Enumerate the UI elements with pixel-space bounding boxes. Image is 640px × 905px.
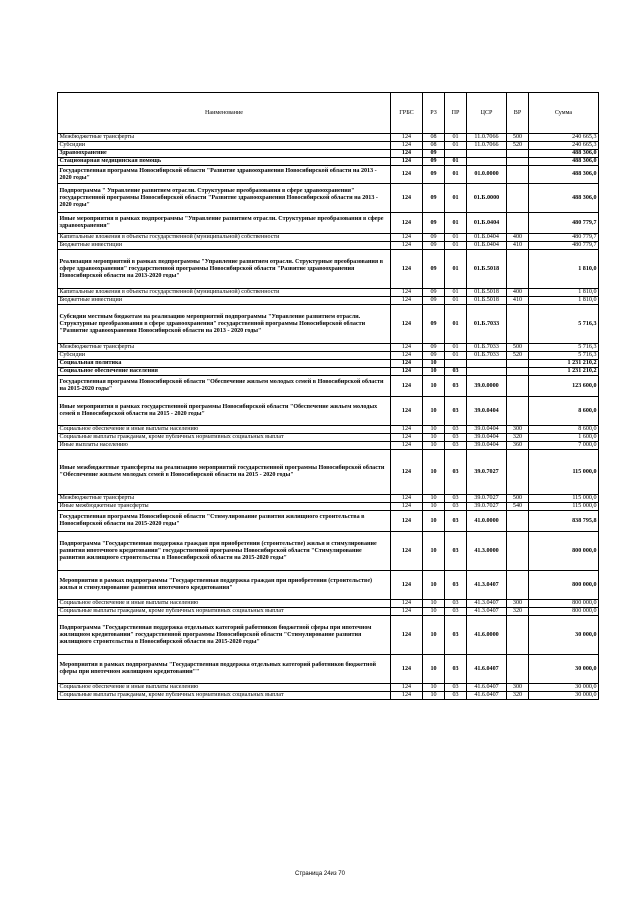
- cell-vr: [507, 571, 529, 600]
- cell-pr: 03: [445, 442, 467, 450]
- cell-sum: 1 810,0: [529, 297, 599, 305]
- cell-rz: 09: [423, 184, 445, 213]
- table-row: [58, 305, 599, 344]
- table-row: [58, 495, 599, 503]
- cell-vr: [507, 397, 529, 426]
- cell-name: Здравоохранение: [58, 150, 391, 158]
- cell-sum: 800 000,0: [529, 532, 599, 571]
- cell-vr: 320: [507, 434, 529, 442]
- cell-pr: 01: [445, 184, 467, 213]
- cell-grbs: 124: [391, 234, 423, 242]
- cell-vr: [507, 158, 529, 166]
- cell-rz: 10: [423, 655, 445, 684]
- cell-pr: 03: [445, 692, 467, 700]
- cell-csr: 01.Б.7033: [467, 344, 507, 352]
- cell-csr: 39.0.0404: [467, 442, 507, 450]
- cell-pr: 01: [445, 234, 467, 242]
- cell-pr: 01: [445, 213, 467, 234]
- cell-csr: 01.Б.5018: [467, 297, 507, 305]
- cell-pr: 01: [445, 344, 467, 352]
- table-row: [58, 684, 599, 692]
- cell-sum: 800 000,0: [529, 608, 599, 616]
- cell-grbs: 124: [391, 608, 423, 616]
- cell-vr: 500: [507, 134, 529, 142]
- cell-pr: 01: [445, 158, 467, 166]
- cell-sum: 488 306,0: [529, 184, 599, 213]
- table-row: [58, 250, 599, 289]
- cell-pr: 03: [445, 655, 467, 684]
- cell-grbs: 124: [391, 250, 423, 289]
- cell-grbs: 124: [391, 376, 423, 397]
- cell-csr: 01.0.0000: [467, 166, 507, 184]
- header-name: Наименование: [58, 93, 391, 134]
- cell-csr: 41.3.0407: [467, 571, 507, 600]
- cell-vr: 410: [507, 297, 529, 305]
- cell-grbs: 124: [391, 532, 423, 571]
- table-row: [58, 142, 599, 150]
- cell-csr: 11.0.7066: [467, 134, 507, 142]
- cell-pr: 03: [445, 426, 467, 434]
- cell-vr: 300: [507, 426, 529, 434]
- cell-rz: 10: [423, 495, 445, 503]
- cell-rz: 08: [423, 134, 445, 142]
- header-rz: РЗ: [423, 93, 445, 134]
- cell-grbs: 124: [391, 360, 423, 368]
- cell-grbs: 124: [391, 655, 423, 684]
- table-header-row: [58, 93, 599, 134]
- cell-grbs: 124: [391, 213, 423, 234]
- cell-vr: 500: [507, 495, 529, 503]
- table-row: [58, 511, 599, 532]
- cell-grbs: 124: [391, 397, 423, 426]
- cell-grbs: 124: [391, 426, 423, 434]
- table-row: [58, 158, 599, 166]
- cell-grbs: 124: [391, 571, 423, 600]
- cell-csr: 41.6.0000: [467, 616, 507, 655]
- header-sum: Сумма: [529, 93, 599, 134]
- cell-sum: 240 665,3: [529, 142, 599, 150]
- table-row: [58, 434, 599, 442]
- cell-vr: [507, 368, 529, 376]
- cell-rz: 10: [423, 442, 445, 450]
- cell-vr: 320: [507, 608, 529, 616]
- cell-rz: 09: [423, 158, 445, 166]
- cell-pr: 01: [445, 242, 467, 250]
- cell-csr: 39.0.7027: [467, 503, 507, 511]
- cell-csr: 41.6.0407: [467, 684, 507, 692]
- cell-vr: 300: [507, 600, 529, 608]
- cell-sum: 30 000,0: [529, 655, 599, 684]
- cell-sum: 5 716,3: [529, 344, 599, 352]
- cell-grbs: 124: [391, 150, 423, 158]
- cell-vr: 360: [507, 442, 529, 450]
- cell-rz: 09: [423, 213, 445, 234]
- cell-vr: 300: [507, 684, 529, 692]
- table-row: [58, 134, 599, 142]
- cell-rz: 10: [423, 450, 445, 495]
- cell-grbs: 124: [391, 158, 423, 166]
- cell-pr: 03: [445, 600, 467, 608]
- cell-name: Капитальные вложения в объекты государственной (муниципальной) собственности: [58, 289, 391, 297]
- cell-csr: 39.0.0000: [467, 376, 507, 397]
- cell-grbs: 124: [391, 692, 423, 700]
- cell-grbs: 124: [391, 495, 423, 503]
- cell-grbs: 124: [391, 450, 423, 495]
- cell-vr: [507, 166, 529, 184]
- cell-rz: 10: [423, 608, 445, 616]
- cell-csr: 41.3.0407: [467, 608, 507, 616]
- table-row: [58, 608, 599, 616]
- cell-csr: 01.Б.0404: [467, 234, 507, 242]
- cell-vr: [507, 150, 529, 158]
- cell-rz: 09: [423, 250, 445, 289]
- cell-name: Социальное обеспечение и иные выплаты населению: [58, 684, 391, 692]
- cell-sum: 1 810,0: [529, 250, 599, 289]
- cell-vr: [507, 184, 529, 213]
- cell-rz: 09: [423, 305, 445, 344]
- cell-pr: 03: [445, 684, 467, 692]
- table-body: [58, 134, 599, 700]
- cell-name: Мероприятия в рамках подпрограммы "Государственная поддержка граждан при приобретении (строительстве) жилья и стимулирование развития ипотечного кредитования": [58, 571, 391, 600]
- cell-grbs: 124: [391, 142, 423, 150]
- cell-vr: [507, 213, 529, 234]
- cell-csr: [467, 360, 507, 368]
- cell-pr: 01: [445, 166, 467, 184]
- table-row: [58, 150, 599, 158]
- cell-name: Субсидии местным бюджетам на реализацию мероприятий подпрограммы "Управление развитием отрасли. Структурные преобразования в сфере здравоохранения" государственной программы Новосибирской области "Развитие здравоохранения Новосибирской области на 2013 - 2020 годы": [58, 305, 391, 344]
- cell-name: Социальная политика: [58, 360, 391, 368]
- cell-csr: 11.0.7066: [467, 142, 507, 150]
- cell-name: Субсидии: [58, 352, 391, 360]
- cell-rz: 10: [423, 571, 445, 600]
- cell-rz: 10: [423, 426, 445, 434]
- cell-name: Государственная программа Новосибирской области "Обеспечение жильем молодых семей в Новосибирской области на 2015-2020 годы": [58, 376, 391, 397]
- cell-grbs: 124: [391, 352, 423, 360]
- cell-vr: 520: [507, 352, 529, 360]
- table-row: [58, 450, 599, 495]
- cell-pr: 03: [445, 495, 467, 503]
- cell-name: Иные мероприятия в рамках подпрограммы "Управление развитием отрасли. Структурные преобразования в сфере здравоохранения": [58, 213, 391, 234]
- table-row: [58, 344, 599, 352]
- cell-pr: 03: [445, 511, 467, 532]
- cell-pr: 01: [445, 297, 467, 305]
- cell-pr: 01: [445, 305, 467, 344]
- cell-vr: 410: [507, 242, 529, 250]
- cell-rz: 10: [423, 511, 445, 532]
- cell-name: Иные межбюджетные трансферты: [58, 503, 391, 511]
- cell-rz: 09: [423, 150, 445, 158]
- cell-pr: 03: [445, 532, 467, 571]
- cell-grbs: 124: [391, 442, 423, 450]
- cell-pr: 01: [445, 289, 467, 297]
- cell-csr: 39.0.7027: [467, 450, 507, 495]
- cell-pr: 01: [445, 134, 467, 142]
- cell-rz: 10: [423, 532, 445, 571]
- header-csr: ЦСР: [467, 93, 507, 134]
- cell-csr: 41.6.0407: [467, 692, 507, 700]
- cell-vr: 400: [507, 289, 529, 297]
- cell-pr: [445, 150, 467, 158]
- table-row: [58, 397, 599, 426]
- cell-sum: 7 000,0: [529, 442, 599, 450]
- cell-name: Капитальные вложения в объекты государственной (муниципальной) собственности: [58, 234, 391, 242]
- cell-name: Социальные выплаты гражданам, кроме публичных нормативных социальных выплат: [58, 692, 391, 700]
- cell-rz: 10: [423, 684, 445, 692]
- cell-grbs: 124: [391, 305, 423, 344]
- cell-sum: 488 306,0: [529, 158, 599, 166]
- cell-rz: 09: [423, 344, 445, 352]
- cell-sum: 30 000,0: [529, 684, 599, 692]
- cell-pr: 03: [445, 450, 467, 495]
- cell-grbs: 124: [391, 242, 423, 250]
- table-row: [58, 360, 599, 368]
- cell-sum: 115 000,0: [529, 495, 599, 503]
- cell-grbs: 124: [391, 684, 423, 692]
- cell-name: Государственная программа Новосибирской области "Стимулирование развития жилищного строительства в Новосибирской области на 2015-2020 годы": [58, 511, 391, 532]
- cell-grbs: 124: [391, 368, 423, 376]
- cell-grbs: 124: [391, 344, 423, 352]
- cell-grbs: 124: [391, 434, 423, 442]
- table-row: [58, 442, 599, 450]
- cell-csr: 39.0.0404: [467, 397, 507, 426]
- cell-csr: 01.Б.0404: [467, 213, 507, 234]
- cell-name: Социальные выплаты гражданам, кроме публичных нормативных социальных выплат: [58, 434, 391, 442]
- cell-name: Бюджетные инвестиции: [58, 242, 391, 250]
- cell-sum: 480 779,7: [529, 234, 599, 242]
- table-row: [58, 166, 599, 184]
- cell-sum: 5 716,3: [529, 352, 599, 360]
- header-vr: ВР: [507, 93, 529, 134]
- cell-vr: [507, 616, 529, 655]
- cell-rz: 10: [423, 397, 445, 426]
- cell-name: Мероприятия в рамках подпрограммы "Государственная поддержка отдельных категорий работников бюджетной сферы при ипотечном жилищном кредитовании"": [58, 655, 391, 684]
- table-row: [58, 600, 599, 608]
- cell-name: Субсидии: [58, 142, 391, 150]
- cell-pr: 03: [445, 571, 467, 600]
- cell-csr: 39.0.7027: [467, 495, 507, 503]
- cell-name: Реализация мероприятий в рамках подпрограммы "Управление развитием отрасли. Структурные преобразования в сфере здравоохранения" государственной программы Новосибирской области "Развитие здравоохранения Новосибирской области на 2013-2020 годы": [58, 250, 391, 289]
- cell-sum: 480 779,7: [529, 213, 599, 234]
- cell-grbs: 124: [391, 166, 423, 184]
- cell-sum: 488 306,0: [529, 166, 599, 184]
- header-grbs: ГРБС: [391, 93, 423, 134]
- cell-sum: 1 231 210,2: [529, 368, 599, 376]
- cell-name: Стационарная медицинская помощь: [58, 158, 391, 166]
- cell-grbs: 124: [391, 184, 423, 213]
- cell-pr: 03: [445, 608, 467, 616]
- cell-rz: 10: [423, 503, 445, 511]
- cell-vr: [507, 532, 529, 571]
- cell-csr: 01.Б.7033: [467, 352, 507, 360]
- table-row: [58, 184, 599, 213]
- cell-name: Социальное обеспечение и иные выплаты населению: [58, 426, 391, 434]
- cell-sum: 1 810,0: [529, 289, 599, 297]
- cell-name: Подпрограмма "Государственная поддержка граждан при приобретении (строительстве) жилья и стимулирование развития ипотечного кредитования" государственной программы Новосибирской области "Стимулирование развития жилищного строительства в Новосибирской области на 2015-2020 годы": [58, 532, 391, 571]
- cell-vr: [507, 450, 529, 495]
- cell-vr: [507, 360, 529, 368]
- cell-rz: 10: [423, 600, 445, 608]
- cell-grbs: 124: [391, 134, 423, 142]
- table-row: [58, 426, 599, 434]
- table-row: [58, 376, 599, 397]
- table-row: [58, 616, 599, 655]
- cell-sum: 8 600,0: [529, 397, 599, 426]
- table-row: [58, 692, 599, 700]
- cell-pr: 01: [445, 142, 467, 150]
- cell-pr: 03: [445, 368, 467, 376]
- cell-name: Подпрограмма "Государственная поддержка отдельных категорий работников бюджетной сферы при ипотечном жилищном кредитовании" государственной программы Новосибирской области "Стимулирование развития жилищного строительства в Новосибирской области на 2015-2020 годы": [58, 616, 391, 655]
- cell-rz: 09: [423, 352, 445, 360]
- cell-csr: 01.Б.0404: [467, 242, 507, 250]
- cell-name: Социальные выплаты гражданам, кроме публичных нормативных социальных выплат: [58, 608, 391, 616]
- cell-rz: 09: [423, 242, 445, 250]
- cell-csr: 01.Б.5018: [467, 289, 507, 297]
- cell-name: Социальное обеспечение и иные выплаты населению: [58, 600, 391, 608]
- cell-csr: [467, 158, 507, 166]
- cell-sum: 1 231 210,2: [529, 360, 599, 368]
- cell-vr: 400: [507, 234, 529, 242]
- cell-vr: 320: [507, 692, 529, 700]
- header-pr: ПР: [445, 93, 467, 134]
- cell-name: Межбюджетные трансферты: [58, 344, 391, 352]
- cell-name: Иные мероприятия в рамках государственной программы Новосибирской области "Обеспечение жильем молодых семей в Новосибирской области на 2015 - 2020 годы": [58, 397, 391, 426]
- table-row: [58, 297, 599, 305]
- cell-name: Межбюджетные трансферты: [58, 495, 391, 503]
- cell-rz: 10: [423, 434, 445, 442]
- cell-vr: 500: [507, 344, 529, 352]
- cell-grbs: 124: [391, 503, 423, 511]
- cell-csr: 39.0.0404: [467, 434, 507, 442]
- cell-rz: 10: [423, 368, 445, 376]
- cell-sum: 800 000,0: [529, 571, 599, 600]
- cell-csr: 41.6.0407: [467, 655, 507, 684]
- cell-vr: 520: [507, 142, 529, 150]
- cell-name: Бюджетные инвестиции: [58, 297, 391, 305]
- cell-vr: [507, 305, 529, 344]
- cell-csr: 41.3.0000: [467, 532, 507, 571]
- cell-sum: 240 665,3: [529, 134, 599, 142]
- table-row: [58, 532, 599, 571]
- cell-rz: 10: [423, 376, 445, 397]
- cell-sum: 115 000,0: [529, 450, 599, 495]
- page-footer: Страница 24из 70: [295, 871, 345, 877]
- table-row: [58, 655, 599, 684]
- cell-name: Иные выплаты населению: [58, 442, 391, 450]
- table-row: [58, 352, 599, 360]
- cell-rz: 08: [423, 142, 445, 150]
- cell-name: Иные межбюджетные трансферты на реализацию мероприятий государственной программы Новосибирской области "Обеспечение жильем молодых семей в Новосибирской области на 2015 - 2020 годы": [58, 450, 391, 495]
- cell-name: Подпрограмма " Управление развитием отрасли. Структурные преобразования в сфере здравоохранения" государственной программы Новосибирской области "Развитие здравоохранения Новосибирской области на 2013 - 2020 годы": [58, 184, 391, 213]
- budget-table: [57, 92, 599, 700]
- cell-vr: [507, 511, 529, 532]
- table-row: [58, 289, 599, 297]
- cell-name: Межбюджетные трансферты: [58, 134, 391, 142]
- cell-vr: [507, 250, 529, 289]
- cell-vr: 540: [507, 503, 529, 511]
- table-row: [58, 242, 599, 250]
- cell-name: Государственная программа Новосибирской области "Развитие здравоохранения Новосибирской области на 2013 - 2020 годы": [58, 166, 391, 184]
- cell-grbs: 124: [391, 600, 423, 608]
- cell-csr: 01.Б.0000: [467, 184, 507, 213]
- cell-sum: 838 795,8: [529, 511, 599, 532]
- cell-name: Социальное обеспечение населения: [58, 368, 391, 376]
- cell-pr: 03: [445, 616, 467, 655]
- cell-sum: 1 600,0: [529, 434, 599, 442]
- cell-grbs: 124: [391, 616, 423, 655]
- table-row: [58, 213, 599, 234]
- cell-rz: 09: [423, 289, 445, 297]
- cell-sum: 488 306,0: [529, 150, 599, 158]
- cell-csr: 41.0.0000: [467, 511, 507, 532]
- cell-pr: 01: [445, 250, 467, 289]
- cell-csr: [467, 150, 507, 158]
- table-row: [58, 368, 599, 376]
- cell-grbs: 124: [391, 297, 423, 305]
- cell-rz: 09: [423, 166, 445, 184]
- cell-csr: [467, 368, 507, 376]
- table-row: [58, 234, 599, 242]
- cell-csr: 39.0.0404: [467, 426, 507, 434]
- cell-pr: 03: [445, 434, 467, 442]
- cell-sum: 5 716,3: [529, 305, 599, 344]
- cell-pr: 03: [445, 503, 467, 511]
- table-row: [58, 571, 599, 600]
- cell-sum: 30 000,0: [529, 692, 599, 700]
- cell-pr: [445, 360, 467, 368]
- cell-csr: 41.3.0407: [467, 600, 507, 608]
- cell-sum: 30 000,0: [529, 616, 599, 655]
- cell-grbs: 124: [391, 511, 423, 532]
- cell-pr: 03: [445, 397, 467, 426]
- cell-rz: 10: [423, 616, 445, 655]
- cell-rz: 09: [423, 234, 445, 242]
- cell-sum: 115 000,0: [529, 503, 599, 511]
- cell-rz: 10: [423, 692, 445, 700]
- cell-vr: [507, 655, 529, 684]
- cell-vr: [507, 376, 529, 397]
- cell-rz: 09: [423, 297, 445, 305]
- table-row: [58, 503, 599, 511]
- cell-sum: 800 000,0: [529, 600, 599, 608]
- cell-sum: 8 600,0: [529, 426, 599, 434]
- cell-sum: 123 600,0: [529, 376, 599, 397]
- cell-pr: 01: [445, 352, 467, 360]
- cell-grbs: 124: [391, 289, 423, 297]
- cell-sum: 480 779,7: [529, 242, 599, 250]
- cell-csr: 01.Б.7033: [467, 305, 507, 344]
- cell-pr: 03: [445, 376, 467, 397]
- cell-rz: 10: [423, 360, 445, 368]
- cell-csr: 01.Б.5018: [467, 250, 507, 289]
